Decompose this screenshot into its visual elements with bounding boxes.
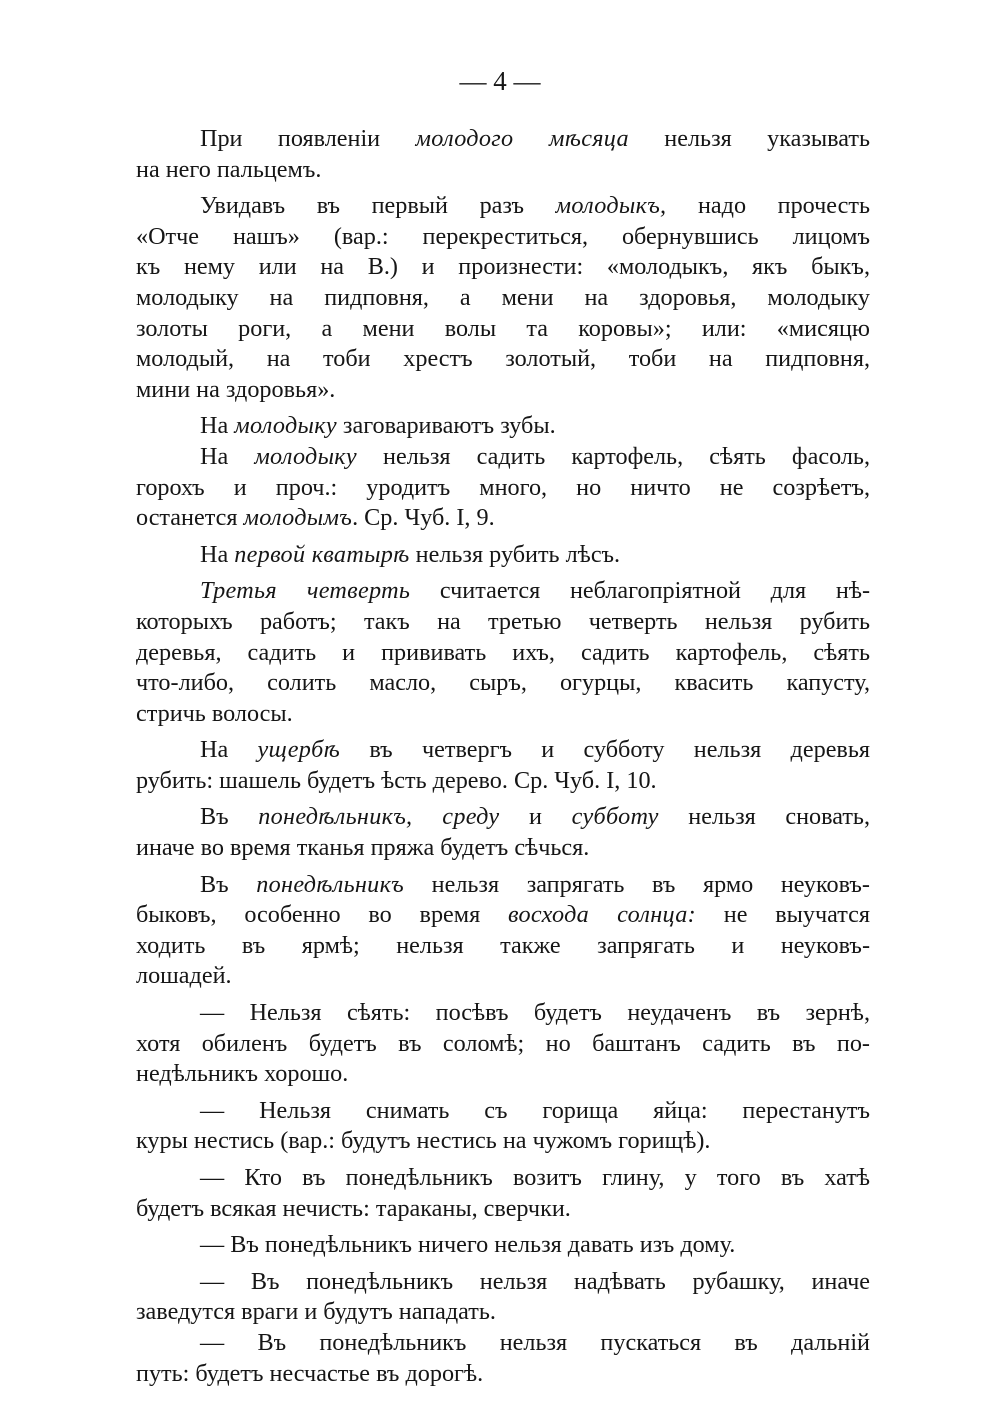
text-run: Въ (200, 803, 259, 831)
paragraph (136, 1328, 870, 1389)
italic-term: молодыку (234, 412, 337, 440)
text-line (136, 1359, 870, 1390)
text-line (136, 1126, 870, 1157)
text-line (136, 375, 870, 406)
text-run: — Кто въ понедѣльникъ возитъ глину, у того въ хатѣ (200, 1164, 870, 1191)
text-line (136, 607, 870, 638)
paragraph (136, 735, 870, 796)
text-run: На (200, 736, 258, 764)
italic-term: молодыкъ, (555, 192, 667, 220)
text-line (136, 638, 870, 669)
text-line (136, 766, 870, 797)
text-run: . Ср. Чуб. I, 9. (352, 504, 495, 532)
text-run: что-либо, солить масло, сыръ, огурцы, квасить капусту, (136, 669, 870, 697)
text-run: заведутся враги и будутъ нападать. (136, 1298, 496, 1326)
text-line (136, 1230, 870, 1261)
text-run: быковъ, особенно во время (136, 901, 509, 929)
text-run: молодый, на тоби хрестъ золотый, тоби на пидповня, (136, 345, 870, 373)
text-line (136, 900, 870, 931)
text-run: хотя обиленъ будетъ въ соломѣ; но баштанъ садить въ по- (136, 1029, 870, 1057)
paragraph (136, 442, 870, 534)
text-line (136, 442, 870, 473)
text-run: При появленіи (200, 125, 416, 152)
text-run: лошадей. (136, 962, 232, 990)
italic-term: понедѣльникъ (256, 870, 405, 898)
text-line (136, 931, 870, 962)
text-run: путь: будетъ несчастье въ дорогѣ. (136, 1359, 484, 1387)
text-line (136, 668, 870, 699)
paragraph (136, 124, 870, 185)
text-line (136, 870, 870, 901)
italic-term: первой кватырѣ (234, 540, 410, 568)
text-run: мини на здоровья». (136, 375, 336, 403)
text-run: нельзя садить картофель, сѣять фасоль, (356, 442, 870, 470)
text-run: на него пальцемъ. (136, 155, 322, 183)
paragraph (136, 870, 870, 992)
text-line (136, 540, 870, 571)
text-line (136, 503, 870, 534)
text-run: «Отче нашъ» (вар.: перекреститься, обернувшись лицомъ (136, 222, 870, 250)
text-run: — Въ понедѣльникъ нельзя надѣвать рубашку, иначе (200, 1267, 870, 1295)
italic-term: молодого мѣсяца (415, 125, 629, 152)
text-run: ходить въ ярмѣ; нельзя также запрягать и неуковъ- (136, 931, 870, 959)
text-run: горохъ и проч.: уродитъ много, но ничто не созрѣетъ, (136, 473, 870, 501)
text-run: Въ (200, 870, 257, 898)
paragraph (136, 540, 870, 571)
text-run: нельзя рубить лѣсъ. (409, 540, 621, 568)
text-line (136, 699, 870, 730)
body-text (136, 124, 870, 1389)
text-line (136, 1267, 870, 1298)
text-run: — Нельзя снимать съ горища яйца: перестанутъ (200, 1096, 870, 1124)
text-run: На (200, 412, 235, 440)
text-line (136, 411, 870, 442)
paragraph (136, 576, 870, 729)
text-run: На (200, 540, 235, 568)
text-run: нельзя сновать, (658, 803, 870, 831)
text-line (136, 124, 870, 155)
text-line (136, 314, 870, 345)
paragraph (136, 1163, 870, 1224)
text-line (136, 1096, 870, 1127)
text-run: которыхъ работъ; такъ на третью четверть нельзя рубить (136, 607, 870, 635)
text-line (136, 222, 870, 253)
page-number: — 4 — (459, 66, 541, 96)
italic-term: ущербѣ (257, 736, 341, 764)
text-line (136, 1163, 870, 1194)
paragraph (136, 802, 870, 863)
text-line (136, 191, 870, 222)
text-line (136, 155, 870, 186)
paragraph (136, 1267, 870, 1328)
paragraph (136, 998, 870, 1090)
text-line (136, 802, 870, 833)
text-run: золоты роги, а мени волы та коровы»; или: «мисяцю (136, 314, 870, 342)
paragraph (136, 1230, 870, 1261)
text-run: останется (136, 504, 244, 532)
text-line (136, 1328, 870, 1359)
text-run: къ нему или на В.) и произнести: «молодыкъ, якъ быкъ, (136, 253, 870, 281)
text-run: стричь волосы. (136, 699, 293, 727)
text-run: нельзя запрягать въ ярмо неуковъ- (404, 870, 870, 898)
text-line (136, 998, 870, 1029)
text-run: Увидавъ въ первый разъ (200, 192, 556, 220)
text-run: не выучатся (695, 901, 870, 929)
text-run: недѣльникъ хорошо. (136, 1060, 349, 1088)
text-line (136, 1297, 870, 1328)
text-run: въ четвергъ и субботу нельзя деревья (340, 736, 871, 764)
text-line (136, 473, 870, 504)
text-run: нельзя указывать (628, 125, 870, 152)
text-line (136, 1059, 870, 1090)
text-run: считается неблагопріятной для нѣ- (410, 577, 871, 605)
text-run: и (499, 803, 572, 831)
text-run: куры нестись (вар.: будутъ нестись на чужомъ горищѣ). (136, 1127, 711, 1155)
text-run: рубить: шашель будетъ ѣсть дерево. Ср. Чуб. I, 10. (136, 766, 657, 794)
text-run: деревья, садить и прививать ихъ, садить картофель, сѣять (136, 638, 870, 666)
text-line (136, 735, 870, 766)
text-line (136, 1194, 870, 1225)
text-run: — Въ понедѣльникъ ничего нельзя давать изъ дому. (200, 1231, 736, 1259)
text-run: молодыку на пидповня, а мени на здоровья, молодыку (136, 283, 870, 311)
text-line (136, 833, 870, 864)
text-line (136, 1029, 870, 1060)
text-run: На (200, 442, 255, 470)
italic-term: субботу (571, 803, 659, 831)
paragraph (136, 411, 870, 442)
text-run: иначе во время тканья пряжа будетъ сѣчься. (136, 834, 590, 862)
text-run: будетъ всякая нечисть: тараканы, сверчки. (136, 1194, 571, 1222)
text-line (136, 252, 870, 283)
italic-term: Третья четверть (200, 577, 411, 605)
italic-term: восхода солнца: (508, 901, 696, 929)
text-run: заговариваютъ зубы. (336, 412, 556, 440)
text-run: — Нельзя сѣять: посѣвъ будетъ неудаченъ въ зернѣ, (200, 999, 870, 1027)
text-line (136, 576, 870, 607)
text-line (136, 344, 870, 375)
paragraph (136, 191, 870, 405)
italic-term: молодыку (254, 442, 357, 470)
italic-term: молодымъ (243, 504, 353, 532)
text-line (136, 283, 870, 314)
paragraph (136, 1096, 870, 1157)
text-run: надо прочесть (666, 192, 870, 220)
text-line (136, 961, 870, 992)
italic-term: понедѣльникъ, среду (258, 803, 500, 831)
text-run: — Въ понедѣльникъ нельзя пускаться въ дальній (200, 1328, 870, 1356)
